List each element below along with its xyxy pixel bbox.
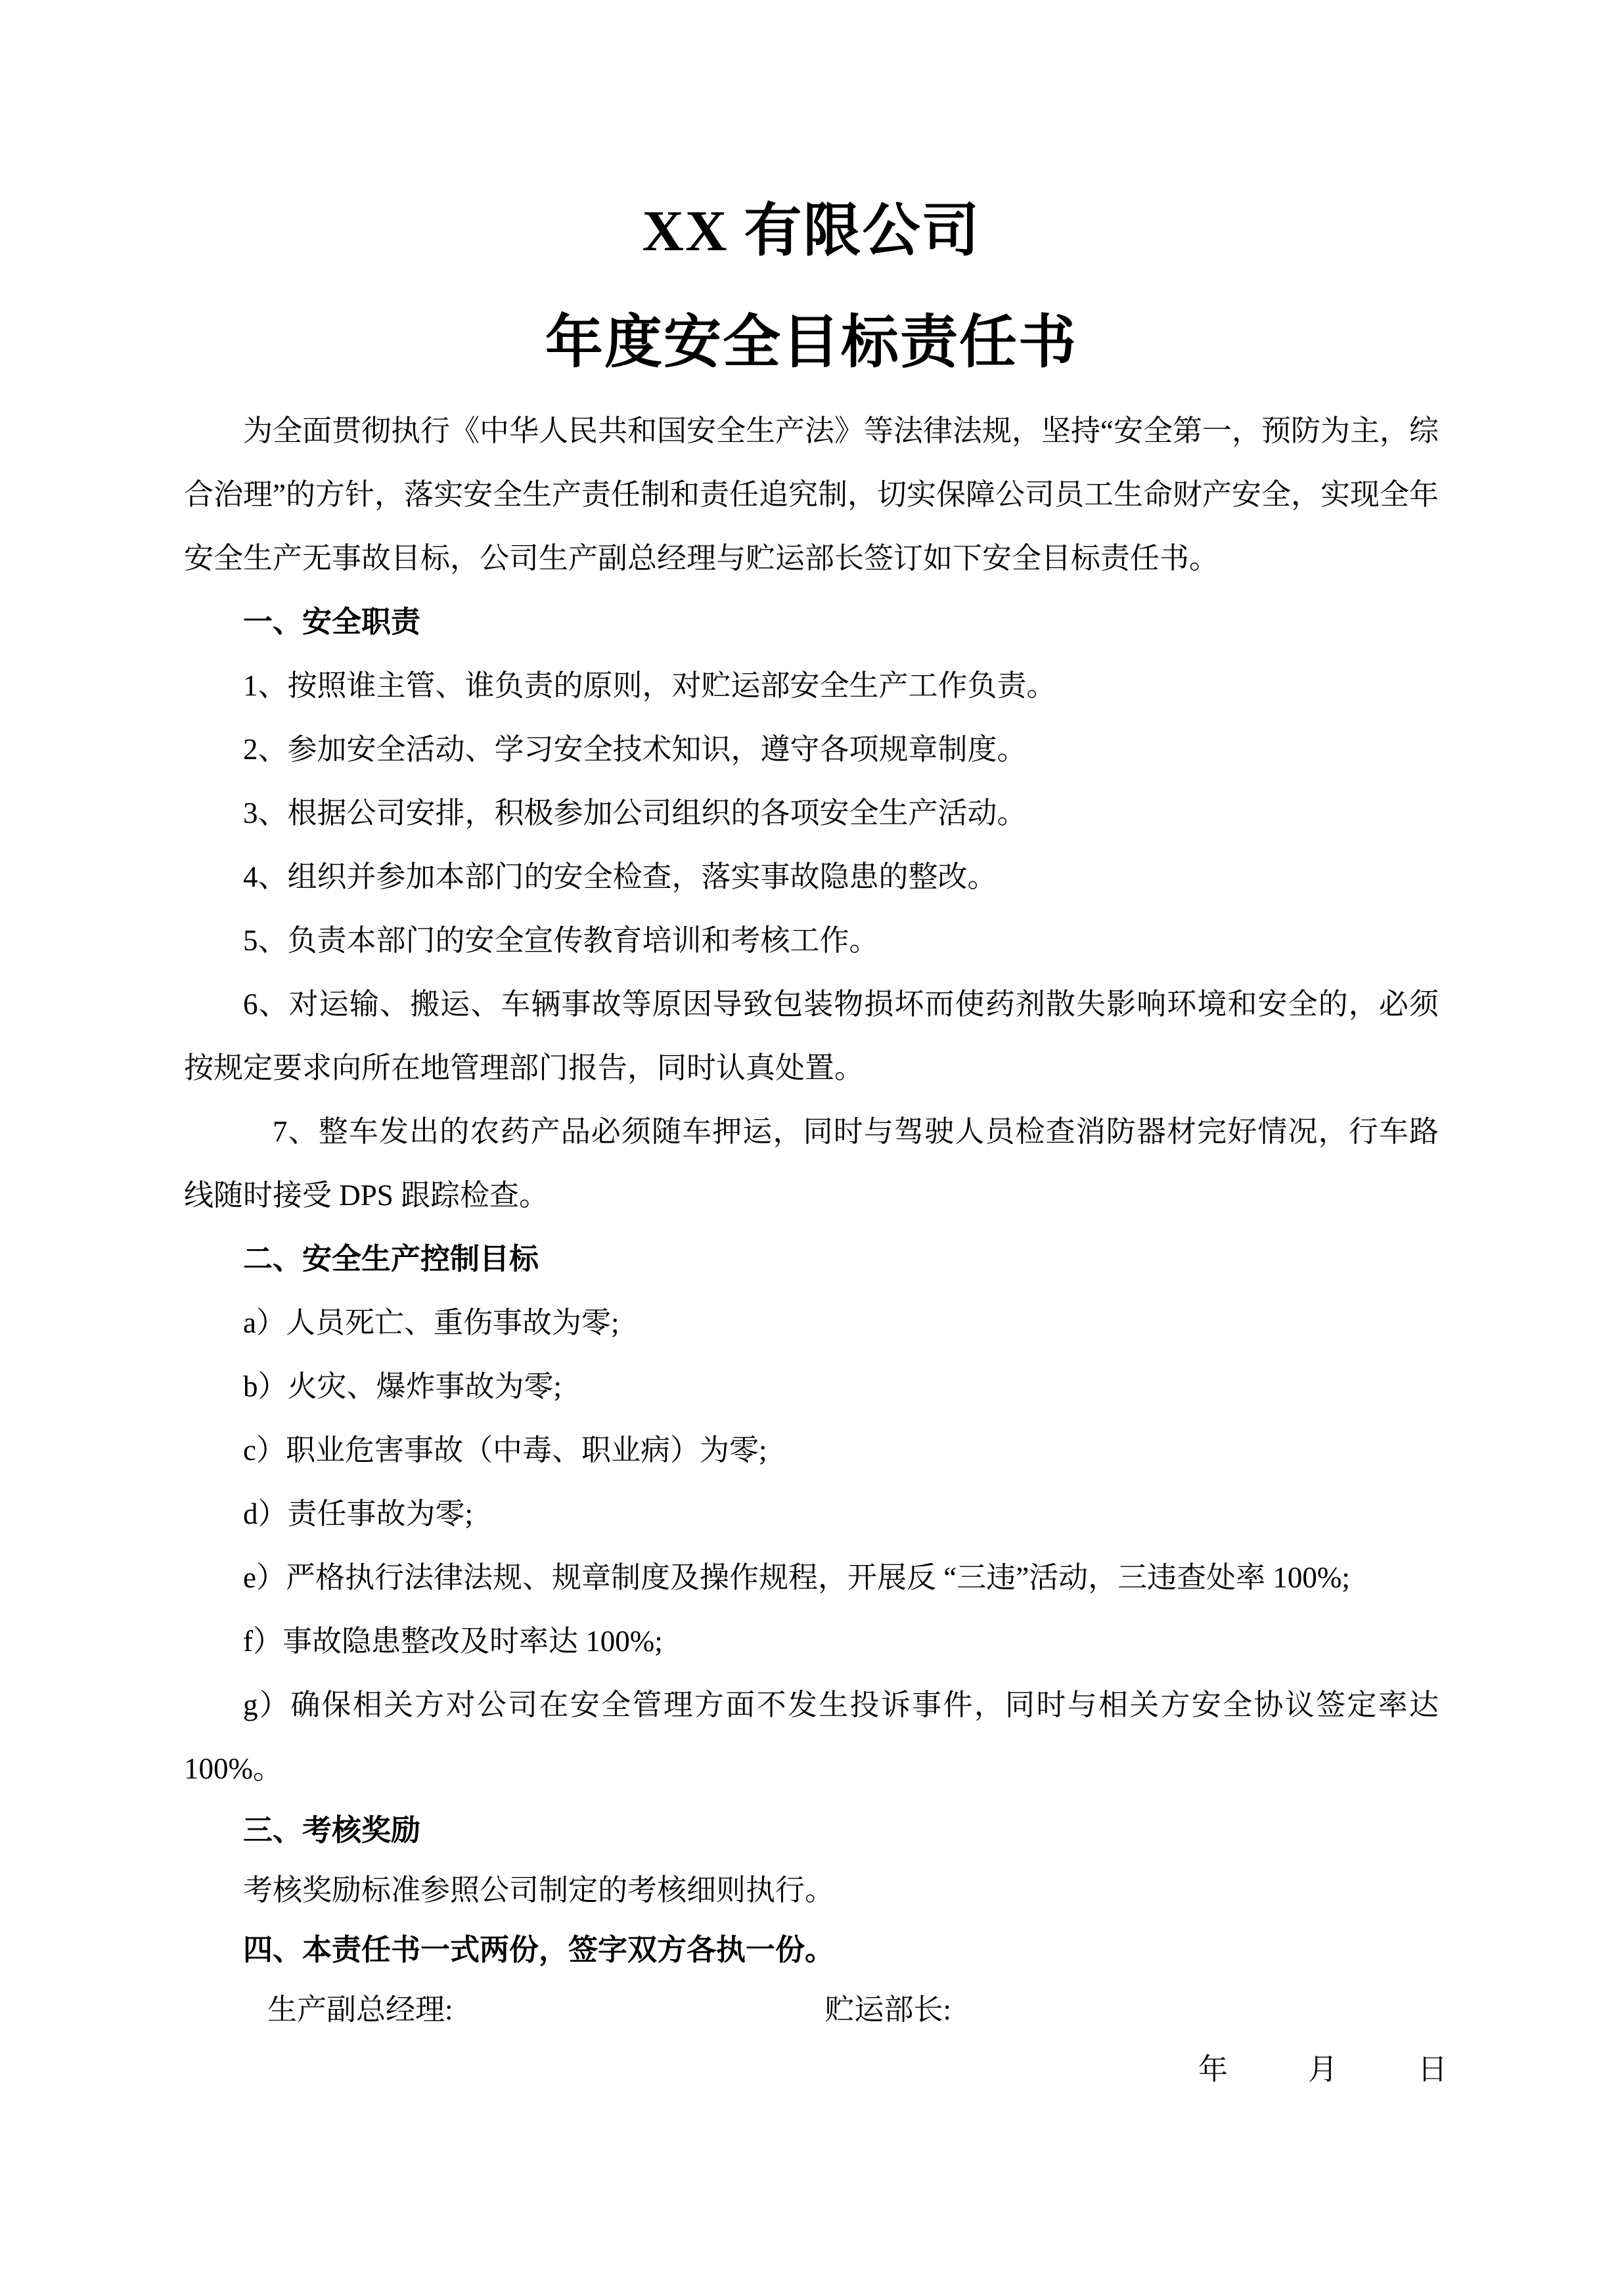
section-4-heading: 四、本责任书一式两份，签字双方各执一份。	[243, 1933, 835, 1966]
section-2-item-b: b）火灾、爆炸事故为零;	[243, 1370, 562, 1403]
section-2-heading: 二、安全生产控制目标	[243, 1243, 539, 1275]
doc-title: XX 有限公司	[642, 200, 981, 263]
section-2-item-f: f）事故隐患整改及时率达 100%;	[243, 1625, 663, 1658]
section-3-heading: 三、考核奖励	[243, 1814, 421, 1847]
section-1-item-2: 2、参加安全活动、学习安全技术知识，遵守各项规章制度。	[243, 733, 1027, 766]
section-1-heading: 一、安全职责	[243, 606, 421, 638]
signature-row	[184, 1980, 1439, 2040]
doc-subtitle: 年度安全目标责任书	[545, 311, 1077, 375]
section-1-item-3: 3、根据公司安排，积极参加公司组织的各项安全生产活动。	[243, 797, 1027, 829]
document-body	[184, 399, 1439, 1801]
signature-left-label: 生产副总经理:	[267, 1993, 453, 2026]
section-1-item-7: 7、整车发出的农药产品必须随车押运，同时与驾驶人员检查消防器材完好情况，行车路线随时接受 DPS 跟踪检查。	[184, 1115, 1439, 1212]
date-day-label: 日	[1418, 2053, 1448, 2086]
section-2-item-a: a）人员死亡、重伤事故为零;	[243, 1306, 620, 1339]
date-month-label: 月	[1308, 2053, 1338, 2086]
date-year-label: 年	[1198, 2053, 1228, 2086]
section-1-item-4: 4、组织并参加本部门的安全检查，落实事故隐患的整改。	[243, 860, 997, 893]
signature-right-label: 贮运部长:	[824, 1993, 952, 2026]
section-2-item-g: g）确保相关方对公司在安全管理方面不发生投诉事件，同时与相关方安全协议签定率达 100%。	[184, 1689, 1439, 1785]
section-2-item-d: d）责任事故为零;	[243, 1497, 474, 1530]
document-tail	[184, 1801, 1448, 2100]
section-2-item-e: e）严格执行法律法规、规章制度及操作规程，开展反 “三违”活动，三违查处率 100%;	[243, 1561, 1350, 1594]
section-1-item-5: 5、负责本部门的安全宣传教育培训和考核工作。	[243, 924, 879, 957]
section-2-item-c: c）职业危害事故（中毒、职业病）为零;	[243, 1434, 767, 1467]
section-3-body: 考核奖励标准参照公司制定的考核细则执行。	[243, 1874, 835, 1907]
section-1-item-6: 6、对运输、搬运、车辆事故等原因导致包装物损坏而使药剂散失影响环境和安全的，必须按规定要求向所在地管理部门报告，同时认真处置。	[184, 988, 1439, 1084]
intro-paragraph: 为全面贯彻执行《中华人民共和国安全生产法》等法律法规，坚持“安全第一，预防为主，综合治理”的方针，落实安全生产责任制和责任追究制，切实保障公司员工生命财产安全，实现全年安全生产无事故目标，公司生产副总经理与贮运部长签订如下安全目标责任书。	[184, 414, 1439, 575]
section-1-item-1: 1、按照谁主管、谁负责的原则，对贮运部安全生产工作负责。	[243, 669, 1056, 702]
date-row	[184, 2040, 1448, 2100]
